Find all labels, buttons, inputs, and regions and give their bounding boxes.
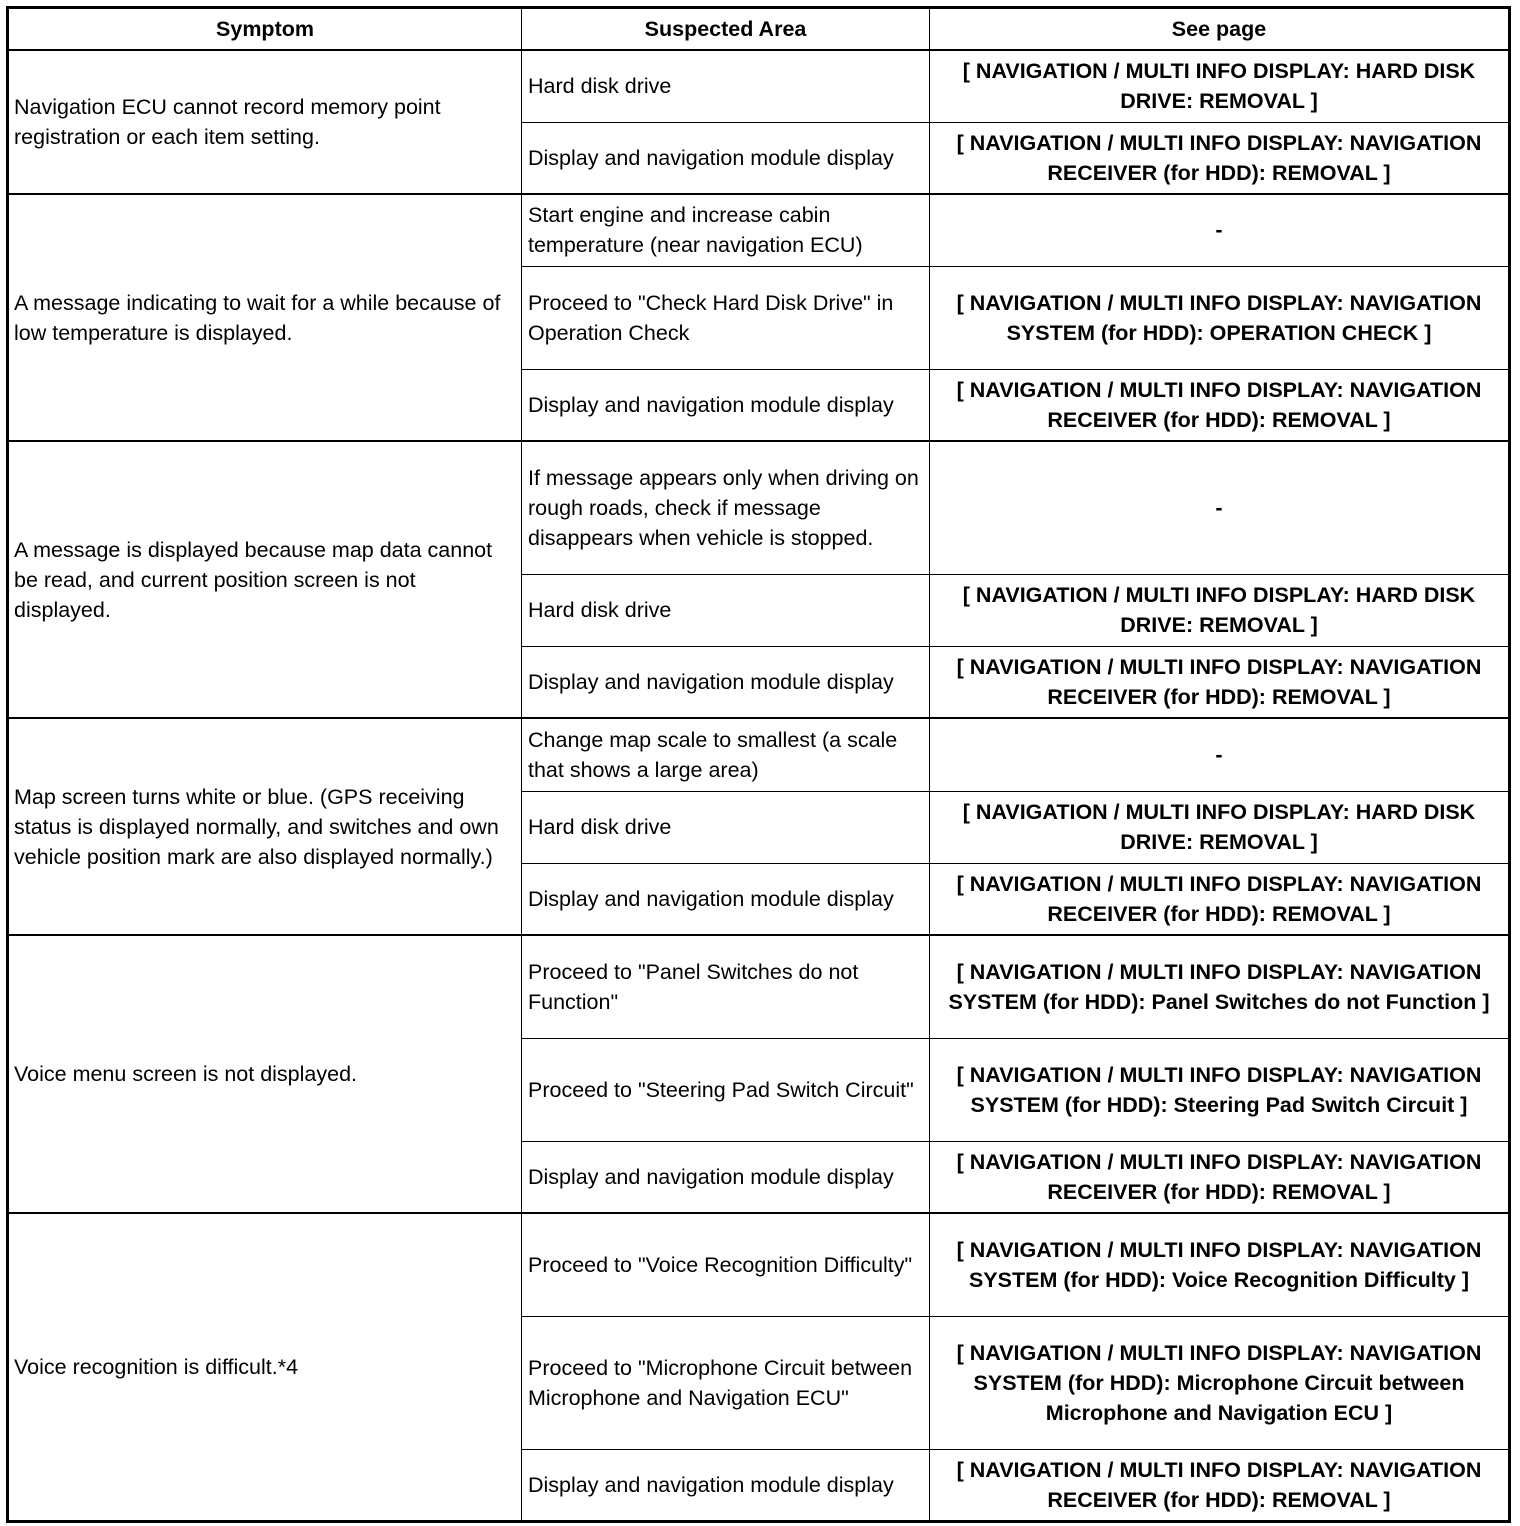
suspected-area-cell: Display and navigation module display — [522, 1449, 930, 1521]
symptom-cell: Voice recognition is difficult.*4 — [8, 1213, 522, 1521]
suspected-area-cell: Proceed to "Panel Switches do not Function" — [522, 935, 930, 1038]
symptom-table — [6, 6, 1511, 1523]
header-see-page: See page — [930, 8, 1510, 51]
symptom-cell: A message is displayed because map data cannot be read, and current position screen is not displayed. — [8, 441, 522, 718]
symptom-cell: Navigation ECU cannot record memory point registration or each item setting. — [8, 50, 522, 194]
table-row — [8, 194, 1510, 266]
table-row — [8, 935, 1510, 1038]
symptom-cell: Map screen turns white or blue. (GPS receiving status is displayed normally, and switches and own vehicle position mark are also displayed normally.) — [8, 718, 522, 935]
see-page-cell: - — [930, 194, 1510, 266]
suspected-area-cell: If message appears only when driving on rough roads, check if message disappears when vehicle is stopped. — [522, 441, 930, 574]
see-page-cell: [ NAVIGATION / MULTI INFO DISPLAY: NAVIGATION SYSTEM (for HDD): Steering Pad Switch Circuit ] — [930, 1038, 1510, 1141]
see-page-cell: [ NAVIGATION / MULTI INFO DISPLAY: NAVIGATION RECEIVER (for HDD): REMOVAL ] — [930, 1449, 1510, 1521]
symptom-cell: Voice menu screen is not displayed. — [8, 935, 522, 1213]
suspected-area-cell: Display and navigation module display — [522, 369, 930, 441]
header-symptom: Symptom — [8, 8, 522, 51]
see-page-cell: [ NAVIGATION / MULTI INFO DISPLAY: NAVIGATION RECEIVER (for HDD): REMOVAL ] — [930, 369, 1510, 441]
suspected-area-cell: Hard disk drive — [522, 574, 930, 646]
see-page-cell: [ NAVIGATION / MULTI INFO DISPLAY: NAVIGATION RECEIVER (for HDD): REMOVAL ] — [930, 122, 1510, 194]
suspected-area-cell: Hard disk drive — [522, 791, 930, 863]
suspected-area-cell: Proceed to "Steering Pad Switch Circuit" — [522, 1038, 930, 1141]
see-page-cell: [ NAVIGATION / MULTI INFO DISPLAY: HARD DISK DRIVE: REMOVAL ] — [930, 574, 1510, 646]
see-page-cell: [ NAVIGATION / MULTI INFO DISPLAY: NAVIGATION RECEIVER (for HDD): REMOVAL ] — [930, 863, 1510, 935]
table-row — [8, 718, 1510, 791]
suspected-area-cell: Display and navigation module display — [522, 122, 930, 194]
suspected-area-cell: Display and navigation module display — [522, 646, 930, 718]
suspected-area-cell: Display and navigation module display — [522, 863, 930, 935]
suspected-area-cell: Proceed to "Voice Recognition Difficulty" — [522, 1213, 930, 1316]
see-page-cell: [ NAVIGATION / MULTI INFO DISPLAY: NAVIGATION SYSTEM (for HDD): Microphone Circuit between Microphone and Navigation ECU ] — [930, 1316, 1510, 1449]
see-page-cell: [ NAVIGATION / MULTI INFO DISPLAY: NAVIGATION RECEIVER (for HDD): REMOVAL ] — [930, 1141, 1510, 1213]
see-page-cell: - — [930, 718, 1510, 791]
see-page-cell: [ NAVIGATION / MULTI INFO DISPLAY: NAVIGATION SYSTEM (for HDD): Voice Recognition Difficulty ] — [930, 1213, 1510, 1316]
header-row — [8, 8, 1510, 51]
suspected-area-cell: Display and navigation module display — [522, 1141, 930, 1213]
see-page-cell: - — [930, 441, 1510, 574]
symptom-cell: A message indicating to wait for a while because of low temperature is displayed. — [8, 194, 522, 441]
header-suspected-area: Suspected Area — [522, 8, 930, 51]
table-row — [8, 50, 1510, 122]
see-page-cell: [ NAVIGATION / MULTI INFO DISPLAY: NAVIGATION SYSTEM (for HDD): Panel Switches do not Function ] — [930, 935, 1510, 1038]
suspected-area-cell: Proceed to "Check Hard Disk Drive" in Operation Check — [522, 266, 930, 369]
page-container — [6, 6, 1511, 1523]
suspected-area-cell: Change map scale to smallest (a scale that shows a large area) — [522, 718, 930, 791]
suspected-area-cell: Hard disk drive — [522, 50, 930, 122]
table-row — [8, 1213, 1510, 1316]
table-row — [8, 441, 1510, 574]
see-page-cell: [ NAVIGATION / MULTI INFO DISPLAY: HARD DISK DRIVE: REMOVAL ] — [930, 791, 1510, 863]
see-page-cell: [ NAVIGATION / MULTI INFO DISPLAY: NAVIGATION RECEIVER (for HDD): REMOVAL ] — [930, 646, 1510, 718]
suspected-area-cell: Proceed to "Microphone Circuit between Microphone and Navigation ECU" — [522, 1316, 930, 1449]
suspected-area-cell: Start engine and increase cabin temperature (near navigation ECU) — [522, 194, 930, 266]
see-page-cell: [ NAVIGATION / MULTI INFO DISPLAY: HARD DISK DRIVE: REMOVAL ] — [930, 50, 1510, 122]
see-page-cell: [ NAVIGATION / MULTI INFO DISPLAY: NAVIGATION SYSTEM (for HDD): OPERATION CHECK ] — [930, 266, 1510, 369]
